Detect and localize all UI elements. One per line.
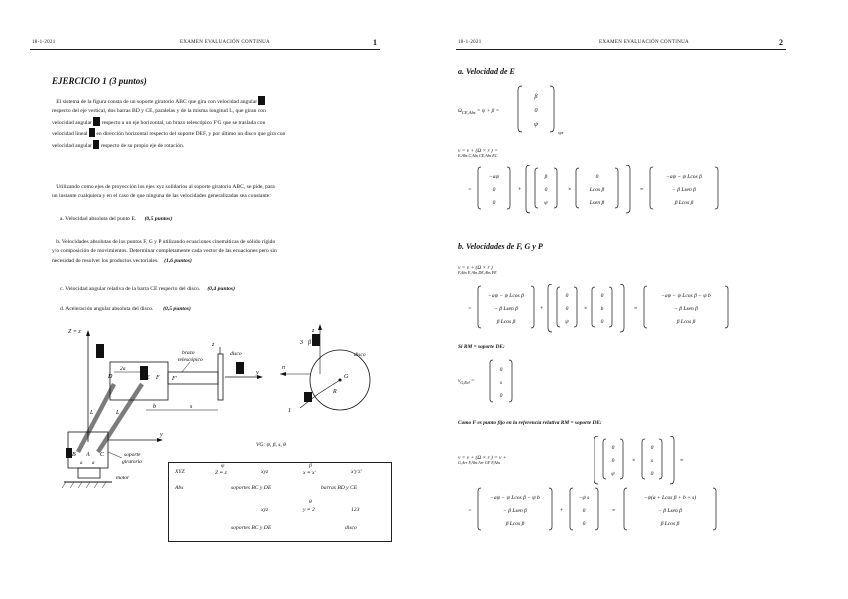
vGrel-1: s [499,380,503,386]
vGc-1: − β Lsen β [658,508,682,514]
label-A: A [86,452,90,458]
radius-R [318,380,340,394]
label-G: G [344,374,349,380]
vGb-0: −ψ s [578,495,590,501]
disc-side [218,354,223,400]
vector-row-vG [476,486,806,538]
vGrel-2: 0 [499,393,503,399]
vE3-0: 0 [595,174,599,180]
label-beta: β [308,340,311,346]
svg-text:+: + [540,306,544,312]
vector-row-vGarr [594,436,704,486]
bar-CE [98,384,142,452]
vector-vGrel [488,358,528,406]
label-E: E [146,375,150,381]
vec-omega-0: β [534,94,538,100]
vF3-2: 0 [600,319,604,325]
vF2-0: 0 [565,293,569,299]
svg-text:+: + [518,187,522,193]
section-b-title: b. Velocidades de F, G y P [458,242,543,251]
label-y: y [160,432,163,438]
svg-text:=: = [640,187,644,193]
vGarr2-0: 0 [650,445,654,451]
vGarr2-2: 0 [650,471,654,477]
svg-text:×: × [632,458,636,464]
table-psi: ψ [221,463,225,469]
item-c: c. Velocidad angular relativa de la barra CE respecto del disco. (0,4 puntos) [60,286,235,292]
vF3-1: b [600,306,604,312]
vector-row-vE [476,165,796,215]
label-disco: disco [230,351,242,357]
vGa-2: β Lcos β [505,521,525,527]
label-b: b [153,404,156,410]
label-L1: L [90,410,94,416]
redaction-block [258,96,265,105]
eq-omega-ce: $\Omega_{CE,Abs} = \psi + \beta$ = [458,108,500,116]
vector-omega-ce [516,84,586,136]
si-rm-text: Si RM = soporte DE: [458,344,505,350]
table-r2c1: Abs [175,485,184,491]
vF4-1: − β Lsen β [674,306,698,312]
label-1: 1 [288,408,291,414]
table-r4c3: disco [345,525,357,531]
reference-table [168,462,392,542]
vec-basis: xyz [558,130,564,135]
svg-text:=: = [634,306,638,312]
vE4-2: β Lcos β [674,200,694,206]
vF2-1: 0 [565,306,569,312]
label-s: s [190,404,193,410]
vGc-2: β Lcos β [660,521,680,527]
method-paragraph: Utilizando como ejes de proyección los ejes xyz solidarios al soporte giratorio ABC, se pide, para un instante cualquiera y en el caso de que ninguna de las velocidades generalizadas sea constante: [52,184,275,200]
vGb-2: 0 [582,521,586,527]
label-D: D [108,374,113,380]
section-a-title: a. Velocidad de E [458,67,515,76]
como-text: Como F es punto fijo en la referencia relativa RM = soporte DE: [458,420,602,426]
header-rule [456,49,786,50]
vGarr2-1: s [650,458,654,464]
label-F: F [156,375,160,381]
label-y-disc: y [256,370,259,376]
motor-box [78,468,100,478]
vF4-0: −aψ − ψ Lcos β − ψ b [661,293,711,299]
vF1-2: β Lcos β [496,319,516,325]
table-beta: β [309,463,312,469]
item-a: a. Velocidad absoluta del punto E. (0,5 puntos) [60,216,173,222]
redaction-block [66,448,72,458]
vec-omega-1: 0 [534,108,538,114]
vg-text: VG: ψ, β, s, θ [256,442,286,448]
eq-vE: v = v + (Ω × r ) = E,Abs C,Abs CE,Abs EC [458,148,498,158]
table-r3c5: 123 [351,507,360,513]
support-DEF [110,362,168,400]
svg-text:×: × [584,306,588,312]
vec-omega-2: ψ [534,122,538,128]
vF1-0: −aψ − ψ Lcos β [488,293,524,299]
svg-text:=: = [612,508,616,514]
intro-paragraph: El sistema de la figura consta de un soporte giratorio ABC que gira con velocidad angular respecto del eje vertical, dos barras BD y CE, paralelas y de la misma longitud L, que giran con velocidad angular respecto a un eje horizontal, un brazo telescópico F'G que se traslada con velocidad lineal en dirección horizontal respecto del soporte DEF, y por último un disco que gira con velocidad angular respecto de su propio eje de rotación. [52,96,392,151]
svg-text:+: + [560,508,564,514]
item-d: d. Aceleración angular absoluta del disco. (0,5 puntos) [60,306,191,312]
vGa-0: −aψ − ψ Lcos β − ψ b [490,495,540,501]
table-r1c5: x'y'z' [351,469,362,475]
header-date: 18-1-2021 [458,40,482,45]
vF2-2: ψ [565,319,569,325]
label-C: C [100,452,105,458]
redaction-block [93,140,99,149]
vF4-2: β Lcos β [676,319,696,325]
vGarr1-1: 0 [611,458,615,464]
table-theta: θ [309,499,312,505]
table-r4c2: soportes BC y DE [231,525,272,531]
vE1-0: −aψ [489,174,499,180]
redaction-block [96,344,104,358]
eq-sign: = [468,508,472,514]
vGarr1-0: 0 [611,445,615,451]
eq-sign: = [468,306,472,312]
vE3-1: Lcos β [589,187,605,193]
bar-BD [78,384,114,452]
label-Z: Z = z [68,329,81,335]
label-motor: motor [116,475,130,481]
vector-row-vF [476,284,806,334]
table-r1c2: Z ≡ z [215,470,227,476]
redaction-block [93,117,100,126]
page-number: 1 [373,38,377,47]
header-date: 18-1-2021 [32,40,56,45]
vE1-1: 0 [492,187,496,193]
label-z-disc: z [212,342,215,348]
vGarr1-2: ψ [611,471,615,477]
page-right [424,0,848,599]
axis-Z-arrow [86,330,90,336]
vE2-0: β [544,174,548,180]
redaction-block [312,334,320,346]
label-telescopico: telescópico [178,357,203,363]
label-a1: a [80,461,83,466]
svg-text:×: × [568,187,572,193]
vGb-1: 0 [582,508,586,514]
page-number: 2 [779,38,783,47]
label-R: R [333,389,337,395]
label-brazo: brazo [182,350,195,356]
vF3-0: 0 [600,293,604,299]
table-r1c1: XYZ [175,469,185,475]
item-b: b. Velocidades absolutas de los puntos F, G y P utilizando ecuaciones cinemáticas de sólido rígido y/o composición de movimientos. Determinar completamente cada vector de las ecuaciones pero sin necesidad de resolver los productos vectoriales. (1,6 puntos) [52,239,277,264]
redaction-block [304,392,312,402]
eq-vGrel: $v_{G,Rel}$ = [458,378,475,386]
table-r1c4: x ≡ x' [303,470,316,476]
table-r3c4: y ≡ 2 [303,507,315,513]
label-a2: a [92,461,95,466]
exercise-title: EJERCICIO 1 (3 puntos) [52,76,147,86]
table-r2c3: barras BD y CE [321,485,358,491]
eq-sign: = [468,187,472,193]
label-B: B [72,452,76,458]
label-disco-front: disco [354,352,366,358]
vGa-1: − β Lsen β [503,508,527,514]
label-2a: 2a [120,366,126,372]
label-z-front: z [312,328,315,334]
label-n: n [282,365,285,371]
redaction-block [236,362,244,374]
vF1-1: − β Lsen β [494,306,518,312]
vE4-1: − β Lsen β [672,187,696,193]
table-r2c2: soportes BC y DE [231,485,272,491]
table-r3c3: xyz [261,507,269,513]
vGrel-0: 0 [499,367,503,373]
vE1-2: 0 [492,200,496,206]
vE2-2: ψ [544,200,548,206]
header-rule [30,49,380,50]
eq-vF: v = v + (Ω × r ) F,Abs E,Abs DE,Abs FE [458,265,497,275]
label-soporte: soporte [124,452,141,458]
table-r1c3: xyz [261,469,269,475]
vE4-0: −aψ − ψ Lcos β [666,174,702,180]
eq-vGarr: v = v + (Ω × r ) = v + G,Arr F,Abs Arr GF F,Abs [458,455,507,465]
redaction-block [89,128,95,137]
label-Fp: F' [172,376,177,382]
header-title: EXAMEN EVALUACIÓN CONTINUA [180,40,270,45]
vE2-1: 0 [544,187,548,193]
label-L2: L [116,410,120,416]
vE3-2: Lsen β [589,200,605,206]
vGc-0: −ψ(a + Lcos β + b + s) [643,495,697,501]
header-title: EXAMEN EVALUACIÓN CONTINUA [599,40,689,45]
svg-text:=: = [680,458,684,464]
label-3: 3 [300,340,303,346]
label-giratorio: giratorio [122,459,142,465]
